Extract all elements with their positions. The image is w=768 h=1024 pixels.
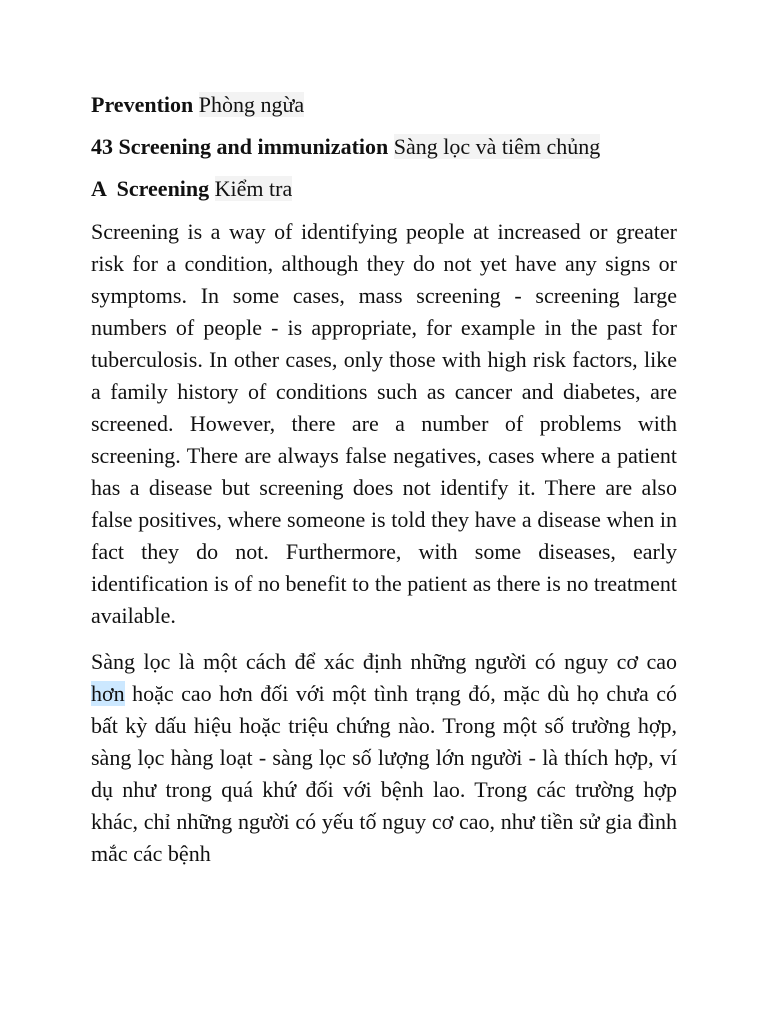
heading-screening-en: A Screening [91, 176, 210, 201]
heading-screening-vi: Kiểm tra [214, 176, 293, 201]
document-page [91, 90, 677, 884]
heading-screening-immunization [91, 132, 677, 162]
heading-prevention-en: Prevention [91, 92, 194, 117]
heading-prevention [91, 90, 677, 120]
heading-screening-immunization-en: 43 Screening and immunization [91, 134, 389, 159]
paragraph-english: Screening is a way of identifying people at increased or greater risk for a condition, although they do not yet have any signs or symptoms. In some cases, mass screening - screening large numbers of people - is appropriate, for example in the past for tuberculosis. In other cases, only those with high risk factors, like a family history of conditions such as cancer and diabetes, are screened. However, there are a number of problems with screening. There are always false negatives, cases where a patient has a disease but screening does not identify it. There are also false positives, where someone is told they have a disease when in fact they do not. Furthermore, with some diseases, early identification is of no benefit to the patient as there is no treatment available. [91, 219, 677, 628]
highlighted-word[interactable]: hơn [91, 681, 125, 706]
paragraph-vietnamese-before: Sàng lọc là một cách để xác định những người có nguy cơ cao [91, 649, 677, 674]
heading-prevention-vi: Phòng ngừa [198, 92, 305, 117]
heading-screening [91, 174, 677, 204]
heading-screening-immunization-vi: Sàng lọc và tiêm chủng [393, 134, 601, 159]
paragraph-vietnamese [91, 646, 677, 870]
paragraph-vietnamese-after: hoặc cao hơn đối với một tình trạng đó, mặc dù họ chưa có bất kỳ dấu hiệu hoặc triệu chứng nào. Trong một số trường hợp, sàng lọc hàng loạt - sàng lọc số lượng lớn người - là thích hợp, ví dụ như trong quá khứ đối với bệnh lao. Trong các trường hợp khác, chỉ những người có yếu tố nguy cơ cao, như tiền sử gia đình mắc các bệnh [91, 681, 677, 866]
